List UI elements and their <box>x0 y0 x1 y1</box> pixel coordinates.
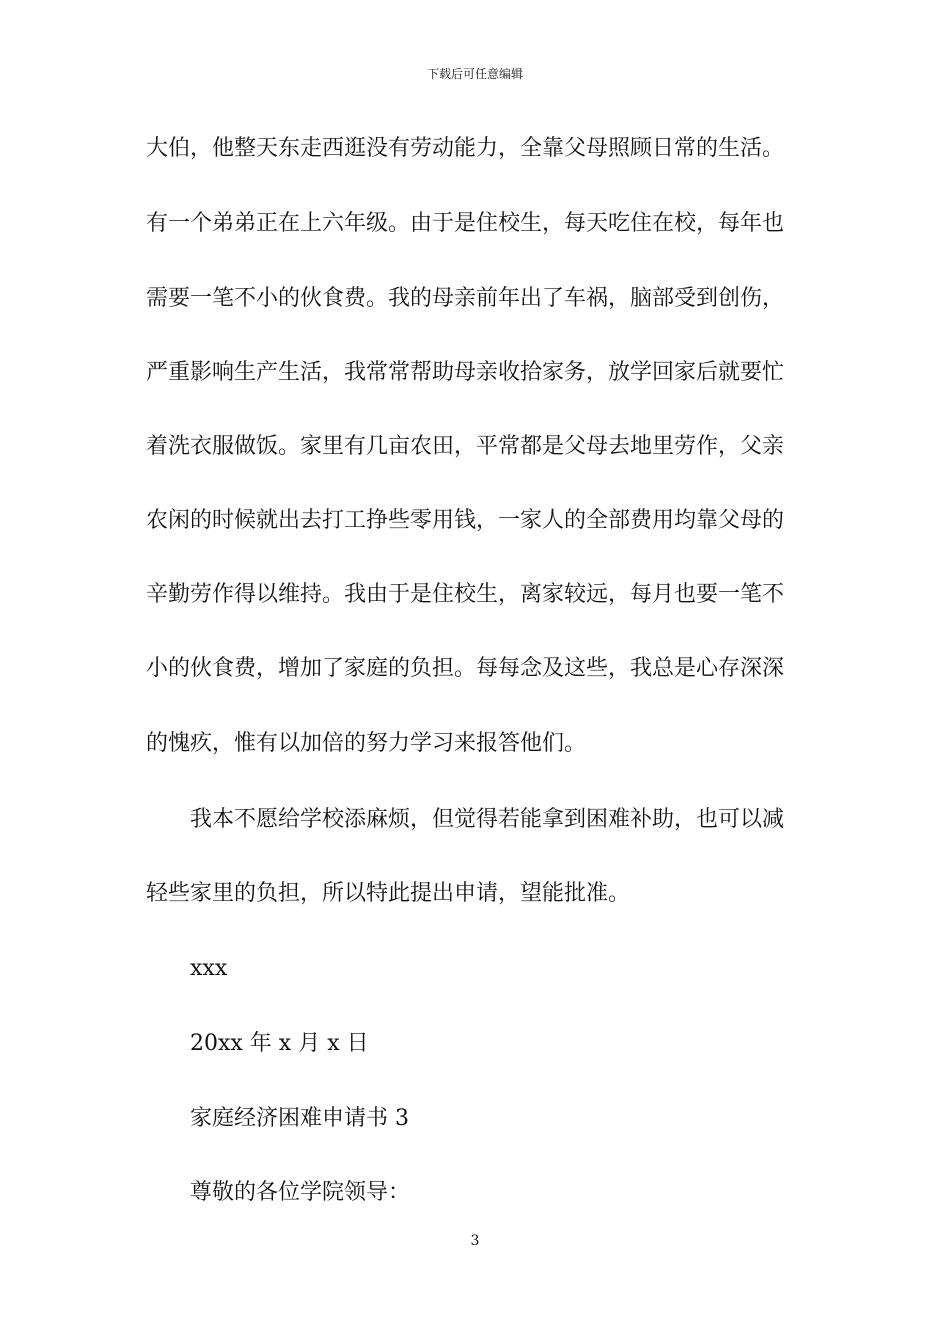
document-title: 家庭经济困难申请书 3 <box>190 1106 409 1131</box>
body-line-11: 轻些家里的负担，所以特此提出申请，望能批准。 <box>146 881 631 906</box>
body-line-8: 小的伙食费，增加了家庭的负担。每每念及这些，我总是心存深深 <box>146 656 785 681</box>
body-line-4: 严重影响生产生活，我常常帮助母亲收拾家务，放学回家后就要忙 <box>146 360 785 385</box>
signature-name: xxx <box>190 956 228 981</box>
body-line-3: 需要一笔不小的伙食费。我的母亲前年出了车祸，脑部受到创伤， <box>146 286 785 311</box>
signature-date: 20xx 年 x 月 x 日 <box>190 1031 369 1056</box>
salutation: 尊敬的各位学院领导： <box>190 1180 411 1205</box>
page-number: 3 <box>470 1233 480 1249</box>
body-line-10: 我本不愿给学校添麻烦，但觉得若能拿到困难补助，也可以减 <box>190 807 785 832</box>
body-line-2: 有一个弟弟正在上六年级。由于是住校生，每天吃住在校，每年也 <box>146 211 785 236</box>
body-line-6: 农闲的时候就出去打工挣些零用钱，一家人的全部费用均靠父母的 <box>146 508 785 533</box>
page-header: 下载后可任意编辑 <box>426 67 523 81</box>
body-line-5: 着洗衣服做饭。家里有几亩农田，平常都是父母去地里劳作，父亲 <box>146 434 785 459</box>
body-line-9: 的愧疚，惟有以加倍的努力学习来报答他们。 <box>146 731 587 756</box>
body-line-1: 大伯，他整天东走西逛没有劳动能力，全靠父母照顾日常的生活。 <box>146 136 785 161</box>
body-line-7: 辛勤劳作得以维持。我由于是住校生，离家较远，每月也要一笔不 <box>146 582 785 607</box>
